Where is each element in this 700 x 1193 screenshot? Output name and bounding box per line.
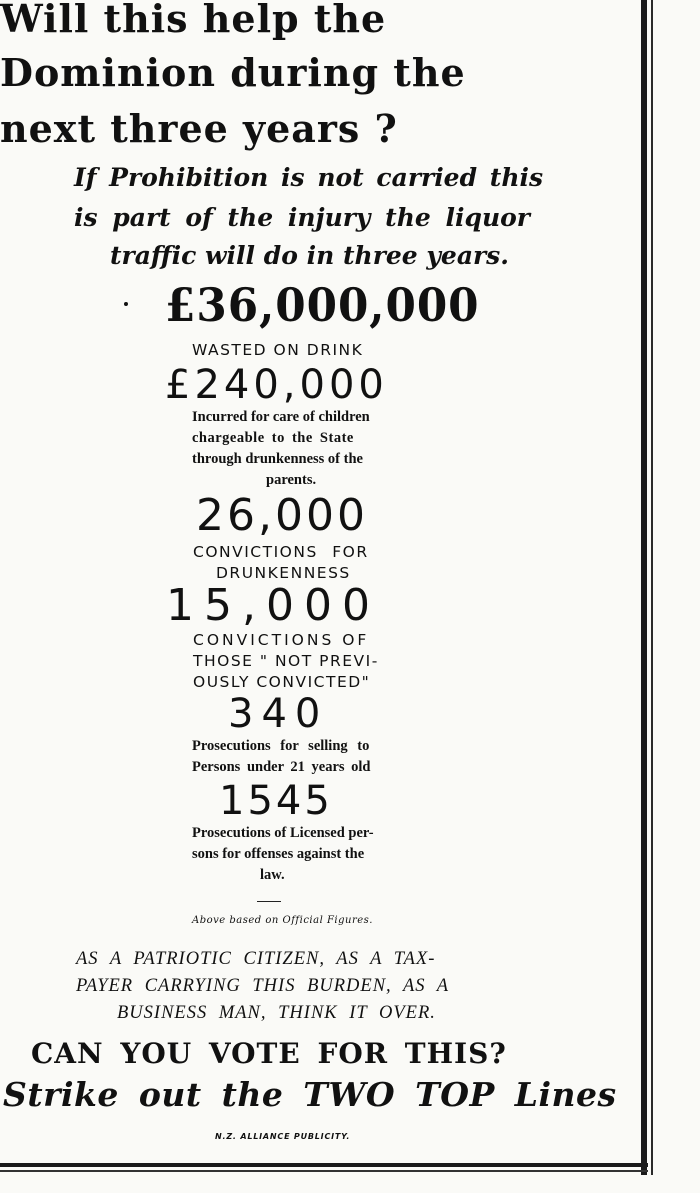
minors-count: 340 bbox=[228, 691, 329, 737]
first-convictions-label-2: THOSE " NOT PREVI- bbox=[193, 652, 379, 670]
bullet-dot bbox=[124, 302, 128, 306]
divider-line bbox=[257, 901, 281, 902]
intro-line-3: traffic will do in three years. bbox=[110, 241, 509, 270]
official-figures-note: Above based on Official Figures. bbox=[192, 915, 373, 926]
appeal-line-1: AS A PATRIOTIC CITIZEN, AS A TAX- bbox=[76, 949, 436, 969]
drink-amount: £36,000,000 bbox=[165, 278, 480, 332]
licensed-desc-3: law. bbox=[260, 867, 285, 883]
children-desc-2: chargeable to the State bbox=[192, 430, 354, 446]
convictions-count: 26,000 bbox=[196, 490, 368, 541]
first-convictions-label-3: OUSLY CONVICTED" bbox=[193, 673, 371, 691]
publisher-credit: N.Z. ALLIANCE PUBLICITY. bbox=[215, 1132, 351, 1141]
vote-question: CAN YOU VOTE FOR THIS? bbox=[31, 1037, 507, 1070]
headline-line-3: next three years ? bbox=[0, 106, 398, 151]
licensed-desc-2: sons for offenses against the bbox=[192, 846, 365, 862]
drink-label: WASTED ON DRINK bbox=[192, 341, 364, 359]
children-desc-3: through drunkenness of the bbox=[192, 451, 363, 467]
children-desc-1: Incurred for care of children bbox=[192, 409, 370, 425]
minors-desc-1: Prosecutions for selling to bbox=[192, 738, 370, 754]
intro-line-2: is part of the injury the liquor bbox=[74, 203, 530, 232]
column-rule-right-thin bbox=[651, 0, 653, 1175]
first-convictions-label-1: CONVICTIONS OF bbox=[193, 631, 370, 649]
bottom-rule-thin bbox=[0, 1170, 648, 1172]
appeal-line-2: PAYER CARRYING THIS BURDEN, AS A bbox=[76, 976, 450, 996]
bottom-rule bbox=[0, 1163, 648, 1167]
children-desc-4: parents. bbox=[266, 472, 317, 488]
convictions-label-2: DRUNKENNESS bbox=[216, 564, 351, 582]
appeal-line-3: BUSINESS MAN, THINK IT OVER. bbox=[117, 1003, 436, 1023]
first-convictions-count: 15,000 bbox=[166, 580, 380, 631]
licensed-desc-1: Prosecutions of Licensed per- bbox=[192, 825, 374, 841]
convictions-label-1: CONVICTIONS FOR bbox=[193, 543, 369, 561]
strike-instruction: Strike out the TWO TOP Lines bbox=[3, 1075, 617, 1114]
intro-line-1: If Prohibition is not carried this bbox=[74, 163, 544, 192]
headline-line-1: Will this help the bbox=[0, 0, 387, 41]
licensed-count: 1545 bbox=[219, 778, 333, 824]
children-amount: £240,000 bbox=[165, 362, 388, 408]
minors-desc-2: Persons under 21 years old bbox=[192, 759, 371, 775]
column-rule-right bbox=[641, 0, 647, 1175]
headline-line-2: Dominion during the bbox=[0, 50, 466, 95]
